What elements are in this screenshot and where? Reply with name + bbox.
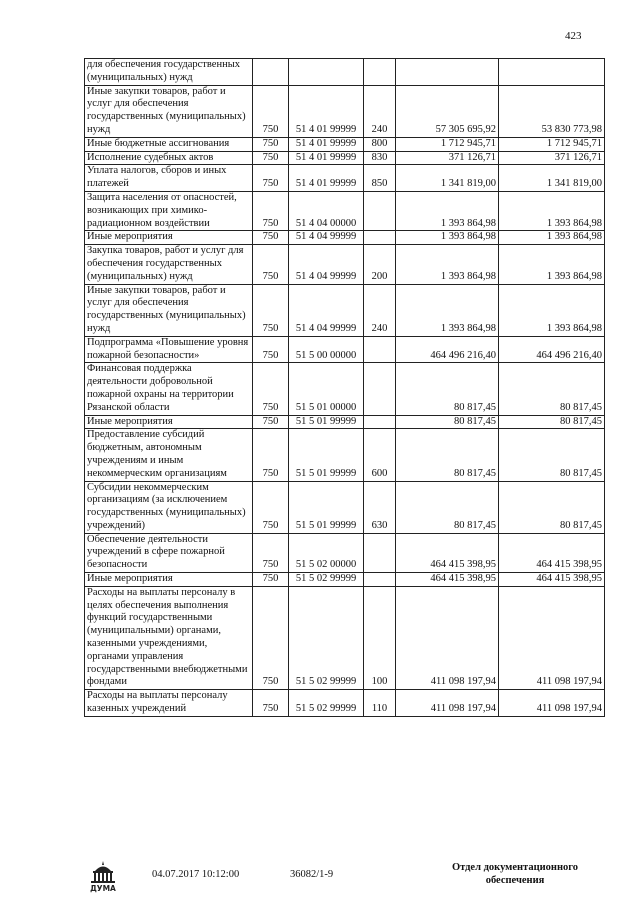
amount-plan: 1 712 945,71 <box>396 137 499 151</box>
ministry-code: 750 <box>253 690 289 717</box>
amount-plan: 1 341 819,00 <box>396 165 499 192</box>
amount-actual: 53 830 773,98 <box>499 85 605 137</box>
amount-plan: 411 098 197,94 <box>396 690 499 717</box>
department-line-1: Отдел документационного <box>451 862 579 873</box>
amount-actual: 411 098 197,94 <box>499 586 605 689</box>
amount-actual: 1 393 864,98 <box>499 284 605 336</box>
amount-plan: 371 126,71 <box>396 151 499 165</box>
amount-plan: 1 393 864,98 <box>396 245 499 284</box>
table-row <box>85 586 605 689</box>
amount-plan: 464 415 398,95 <box>396 573 499 587</box>
expense-code <box>364 336 396 363</box>
amount-plan: 80 817,45 <box>396 429 499 481</box>
expense-code <box>364 533 396 572</box>
target-code: 51 4 01 99999 <box>289 85 364 137</box>
ministry-code: 750 <box>253 573 289 587</box>
ministry-code: 750 <box>253 429 289 481</box>
table-row <box>85 151 605 165</box>
expense-code: 110 <box>364 690 396 717</box>
amount-plan: 464 496 216,40 <box>396 336 499 363</box>
amount-plan: 80 817,45 <box>396 481 499 533</box>
row-name: Закупка товаров, работ и услуг для обеспечения государственных (муниципальных) нужд <box>85 245 253 284</box>
row-name: Иные закупки товаров, работ и услуг для обеспечения государственных (муниципальных) нужд <box>85 85 253 137</box>
row-name: Иные мероприятия <box>85 415 253 429</box>
table-row <box>85 191 605 230</box>
expense-code: 240 <box>364 284 396 336</box>
table-row <box>85 137 605 151</box>
ministry-code: 750 <box>253 533 289 572</box>
row-name: Подпрограмма «Повышение уровня пожарной безопасности» <box>85 336 253 363</box>
target-code: 51 5 00 00000 <box>289 336 364 363</box>
row-name: Уплата налогов, сборов и иных платежей <box>85 165 253 192</box>
amount-actual: 464 415 398,95 <box>499 573 605 587</box>
amount-plan <box>396 59 499 86</box>
amount-plan: 80 817,45 <box>396 415 499 429</box>
row-name: Финансовая поддержка деятельности добровольной пожарной охраны на территории Рязанской области <box>85 363 253 415</box>
table-row <box>85 245 605 284</box>
target-code: 51 5 01 99999 <box>289 429 364 481</box>
expense-code: 240 <box>364 85 396 137</box>
footer <box>0 855 640 905</box>
ministry-code: 750 <box>253 151 289 165</box>
expense-code: 100 <box>364 586 396 689</box>
amount-plan: 1 393 864,98 <box>396 284 499 336</box>
amount-plan: 1 393 864,98 <box>396 231 499 245</box>
ministry-code: 750 <box>253 415 289 429</box>
table-row <box>85 363 605 415</box>
amount-actual: 1 393 864,98 <box>499 245 605 284</box>
table-row <box>85 85 605 137</box>
amount-actual: 1 341 819,00 <box>499 165 605 192</box>
amount-actual: 80 817,45 <box>499 429 605 481</box>
row-name: Субсидии некоммерческим организациям (за исключением государственных (муниципальных) учреждений) <box>85 481 253 533</box>
amount-actual: 1 393 864,98 <box>499 231 605 245</box>
target-code: 51 4 04 99999 <box>289 284 364 336</box>
target-code: 51 5 02 99999 <box>289 690 364 717</box>
amount-actual: 80 817,45 <box>499 481 605 533</box>
ministry-code: 750 <box>253 284 289 336</box>
ministry-code: 750 <box>253 363 289 415</box>
table-row <box>85 690 605 717</box>
ministry-code: 750 <box>253 165 289 192</box>
row-name: Исполнение судебных актов <box>85 151 253 165</box>
ministry-code: 750 <box>253 137 289 151</box>
logo-text: ДУМА <box>90 884 116 893</box>
footer-doc-number: 36082/1-9 <box>290 869 334 880</box>
row-name: Обеспечение деятельности учреждений в сфере пожарной безопасности <box>85 533 253 572</box>
row-name: для обеспечения государственных (муниципальных) нужд <box>85 59 253 86</box>
table-row <box>85 415 605 429</box>
amount-actual: 464 415 398,95 <box>499 533 605 572</box>
table-row <box>85 573 605 587</box>
budget-table <box>84 58 605 717</box>
amount-actual: 411 098 197,94 <box>499 690 605 717</box>
row-name: Защита населения от опасностей, возникающих при химико-радиационном воздействии <box>85 191 253 230</box>
row-name: Предоставление субсидий бюджетным, автономным учреждениям и иным некоммерческим организациям <box>85 429 253 481</box>
ministry-code: 750 <box>253 191 289 230</box>
ministry-code: 750 <box>253 245 289 284</box>
duma-building-icon <box>86 859 120 895</box>
ministry-code: 750 <box>253 85 289 137</box>
target-code <box>289 59 364 86</box>
table-row <box>85 231 605 245</box>
row-name: Расходы на выплаты персоналу в целях обеспечения выполнения функций государственными (муниципальными) органами, казенными учреждениями, органами управления государственными внебюджетными фондами <box>85 586 253 689</box>
ministry-code: 750 <box>253 481 289 533</box>
footer-date: 04.07.2017 10:12:00 <box>152 869 240 880</box>
expense-code <box>364 59 396 86</box>
amount-plan: 464 415 398,95 <box>396 533 499 572</box>
ministry-code: 750 <box>253 586 289 689</box>
department-line-2: обеспечения <box>485 875 545 886</box>
table-row <box>85 284 605 336</box>
expense-code <box>364 363 396 415</box>
expense-code <box>364 191 396 230</box>
expense-code: 200 <box>364 245 396 284</box>
footer-department <box>440 861 590 887</box>
table-row <box>85 59 605 86</box>
target-code: 51 4 04 00000 <box>289 191 364 230</box>
ministry-code <box>253 59 289 86</box>
target-code: 51 5 02 99999 <box>289 573 364 587</box>
amount-actual: 1 712 945,71 <box>499 137 605 151</box>
expense-code: 630 <box>364 481 396 533</box>
row-name: Иные мероприятия <box>85 573 253 587</box>
table-row <box>85 336 605 363</box>
row-name: Иные закупки товаров, работ и услуг для обеспечения государственных (муниципальных) нужд <box>85 284 253 336</box>
table-row <box>85 533 605 572</box>
target-code: 51 4 01 99999 <box>289 165 364 192</box>
page-number: 423 <box>565 30 582 42</box>
target-code: 51 4 01 99999 <box>289 151 364 165</box>
expense-code: 850 <box>364 165 396 192</box>
expense-code <box>364 573 396 587</box>
amount-actual: 1 393 864,98 <box>499 191 605 230</box>
row-name: Расходы на выплаты персоналу казенных учреждений <box>85 690 253 717</box>
expense-code: 800 <box>364 137 396 151</box>
table-row <box>85 165 605 192</box>
ministry-code: 750 <box>253 336 289 363</box>
row-name: Иные бюджетные ассигнования <box>85 137 253 151</box>
target-code: 51 5 02 99999 <box>289 586 364 689</box>
target-code: 51 5 01 99999 <box>289 415 364 429</box>
amount-actual: 80 817,45 <box>499 415 605 429</box>
target-code: 51 5 01 99999 <box>289 481 364 533</box>
amount-actual: 80 817,45 <box>499 363 605 415</box>
amount-plan: 1 393 864,98 <box>396 191 499 230</box>
ministry-code: 750 <box>253 231 289 245</box>
amount-plan: 57 305 695,92 <box>396 85 499 137</box>
amount-actual: 371 126,71 <box>499 151 605 165</box>
expense-code: 830 <box>364 151 396 165</box>
expense-code <box>364 231 396 245</box>
table-row <box>85 429 605 481</box>
target-code: 51 4 01 99999 <box>289 137 364 151</box>
amount-actual <box>499 59 605 86</box>
amount-plan: 411 098 197,94 <box>396 586 499 689</box>
expense-code <box>364 415 396 429</box>
row-name: Иные мероприятия <box>85 231 253 245</box>
amount-actual: 464 496 216,40 <box>499 336 605 363</box>
target-code: 51 5 01 00000 <box>289 363 364 415</box>
expense-code: 600 <box>364 429 396 481</box>
table-row <box>85 481 605 533</box>
target-code: 51 4 04 99999 <box>289 245 364 284</box>
target-code: 51 5 02 00000 <box>289 533 364 572</box>
amount-plan: 80 817,45 <box>396 363 499 415</box>
target-code: 51 4 04 99999 <box>289 231 364 245</box>
